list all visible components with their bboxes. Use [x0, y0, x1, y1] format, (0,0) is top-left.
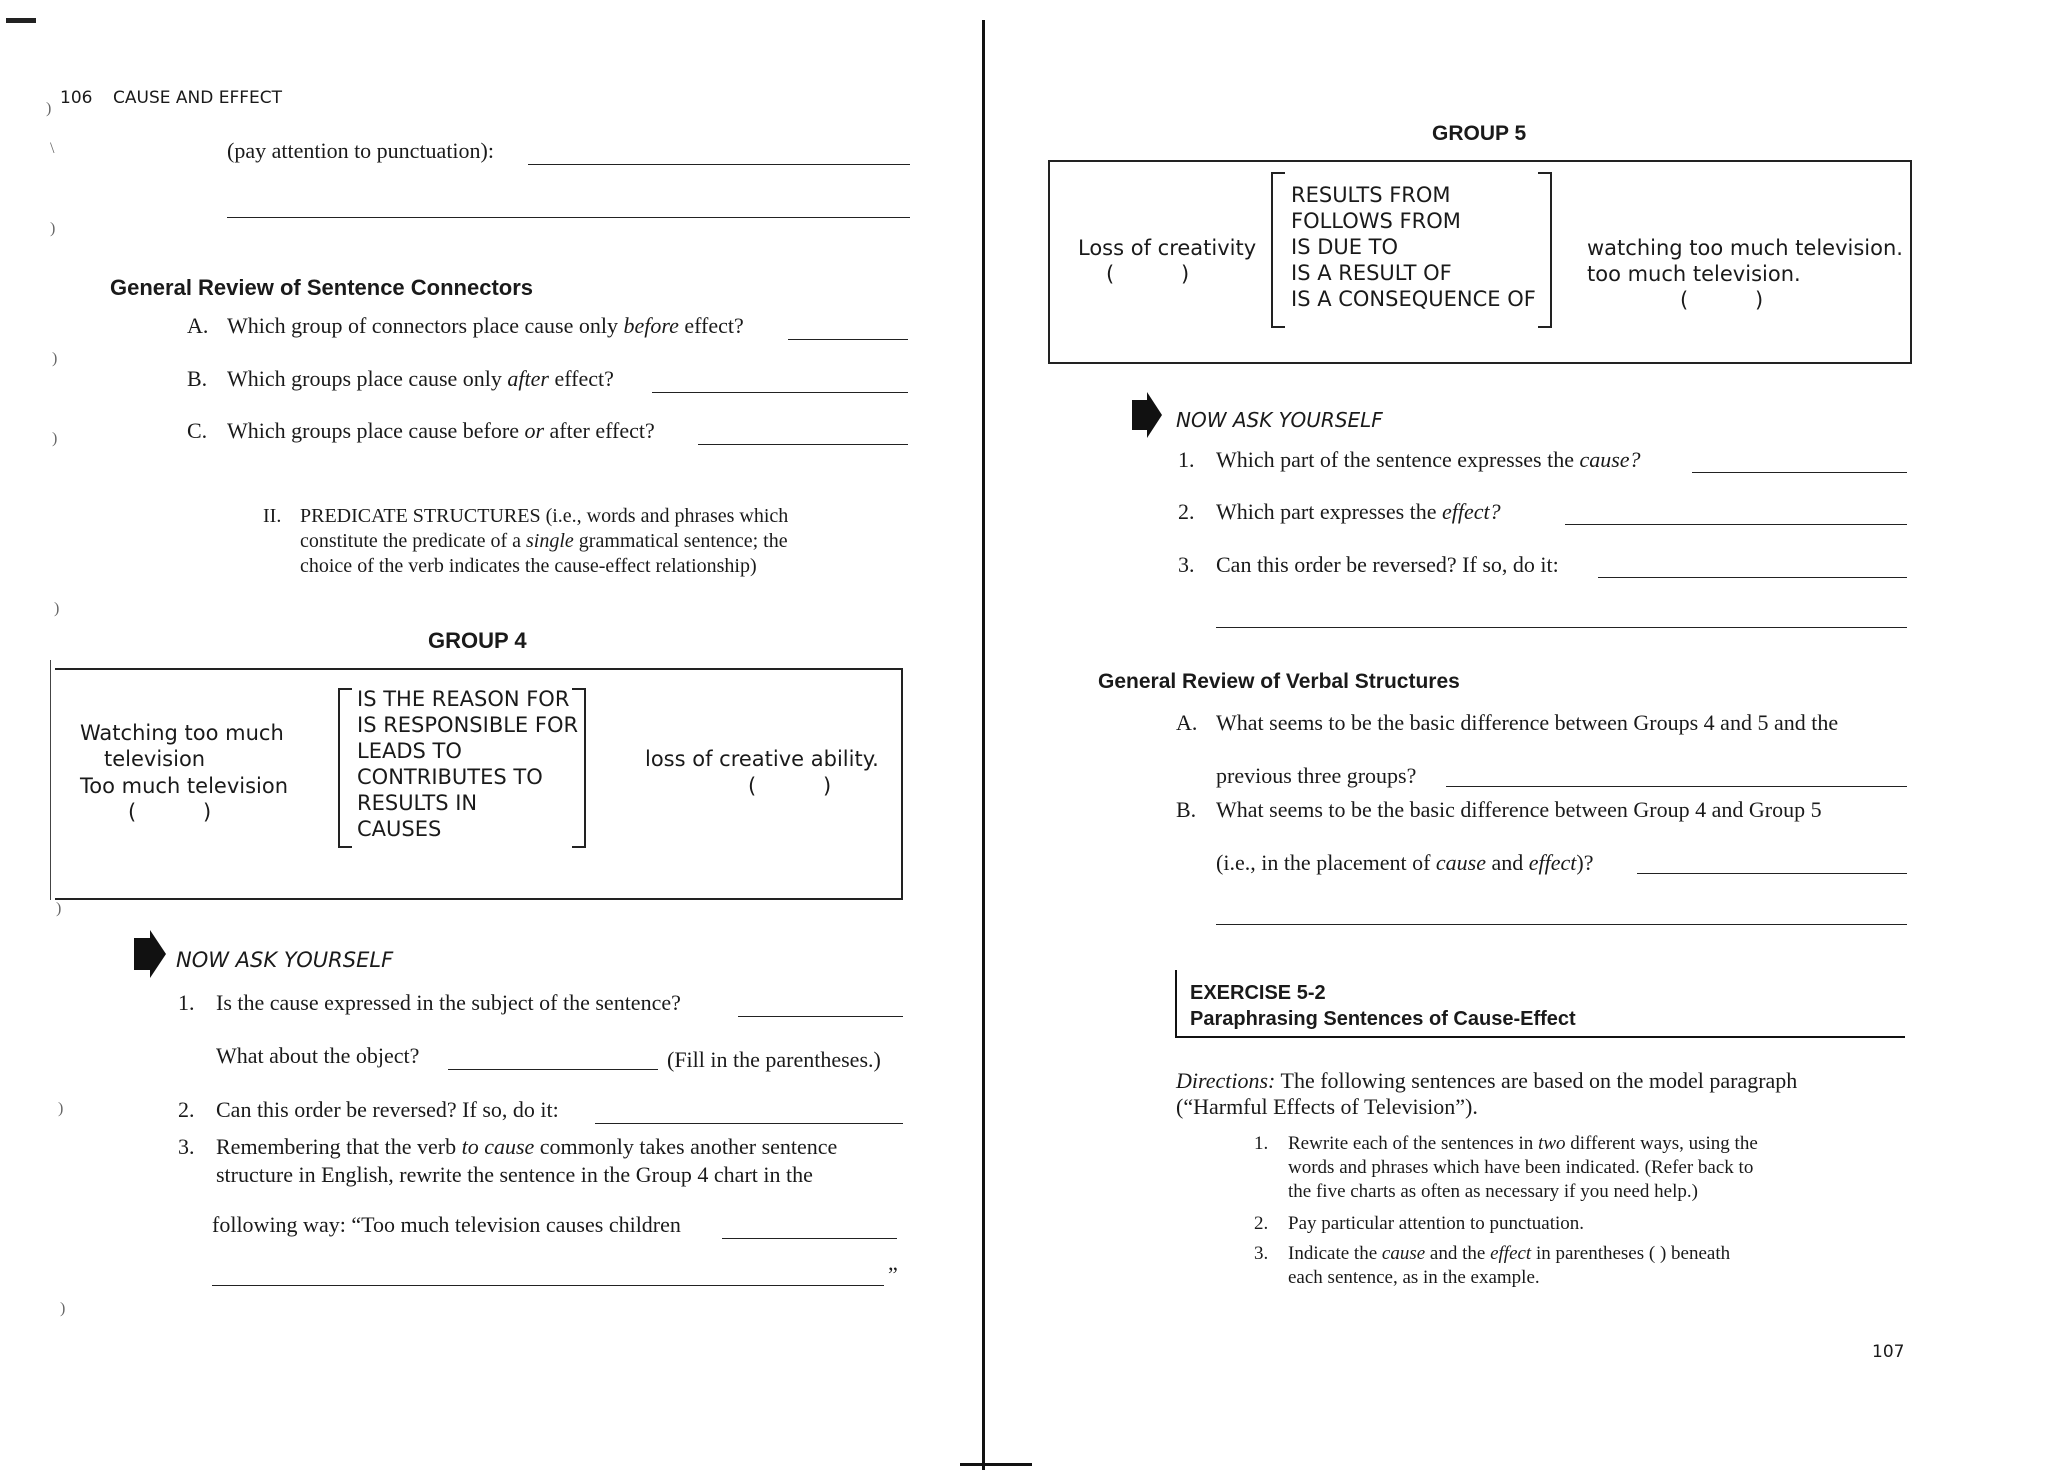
verb-list	[357, 686, 578, 842]
chart-object: watching too much television.	[1587, 236, 1903, 260]
instruction-text: (Fill in the parentheses.)	[667, 1047, 881, 1072]
question-number: 2.	[1178, 499, 1195, 524]
list-text: Indicate the cause and the effect in parentheses ( ) beneath	[1288, 1243, 1731, 1264]
chart-title: GROUP 4	[428, 628, 527, 653]
margin-mark: \	[50, 140, 55, 157]
arrow-icon	[1132, 392, 1162, 438]
answer-blank[interactable]	[1598, 577, 1907, 578]
verb-option: IS THE REASON FOR	[357, 687, 570, 711]
scan-mark	[6, 18, 36, 23]
chart-parentheses: ( )	[128, 800, 212, 824]
right-bracket	[1538, 172, 1552, 328]
list-number: 1.	[1254, 1133, 1269, 1154]
item-letter: A.	[1176, 710, 1198, 735]
exercise-number: EXERCISE 5-2	[1190, 982, 1326, 1004]
predicate-line: PREDICATE STRUCTURES (i.e., words and phrases which	[300, 505, 789, 527]
answer-blank[interactable]	[738, 1016, 903, 1017]
list-number: 2.	[1254, 1213, 1269, 1234]
answer-blank[interactable]	[1692, 472, 1907, 473]
item-letter: A.	[187, 313, 209, 338]
question-text: Which groups place cause only after effect?	[227, 366, 614, 391]
answer-blank[interactable]	[1216, 924, 1907, 925]
book-spine-foot	[960, 1463, 1032, 1466]
list-number: 3.	[1254, 1243, 1269, 1264]
answer-blank[interactable]	[1637, 873, 1907, 874]
question-text: Is the cause expressed in the subject of the sentence?	[216, 990, 681, 1015]
answer-blank[interactable]	[1565, 524, 1907, 525]
item-letter: B.	[1176, 797, 1197, 822]
question-text: structure in English, rewrite the sentence in the Group 4 chart in the	[216, 1162, 813, 1187]
margin-mark: )	[52, 350, 58, 367]
item-letter: C.	[187, 418, 208, 443]
margin-mark: )	[58, 1100, 64, 1117]
chart-subject: Too much television	[80, 774, 289, 798]
verb-option: CONTRIBUTES TO	[357, 765, 543, 789]
verb-option: IS RESPONSIBLE FOR	[357, 713, 579, 737]
section-heading: General Review of Verbal Structures	[1098, 670, 1460, 693]
list-text: Pay particular attention to punctuation.	[1288, 1213, 1585, 1234]
answer-blank[interactable]	[595, 1123, 903, 1124]
predicate-line: choice of the verb indicates the cause-effect relationship)	[300, 555, 757, 577]
question-text: What about the object?	[216, 1043, 420, 1068]
list-text: the five charts as often as necessary if you need help.)	[1288, 1181, 1698, 1202]
answer-blank[interactable]	[1446, 786, 1907, 787]
chart-object: too much television.	[1587, 262, 1801, 286]
directions-text: Directions: The following sentences are based on the model paragraph	[1176, 1068, 1798, 1093]
section-numeral: II.	[263, 505, 282, 527]
exercise-rule-vertical	[1175, 970, 1177, 1038]
list-text: words and phrases which have been indicated. (Refer back to	[1288, 1157, 1754, 1178]
chart-subject: Watching too much	[80, 721, 284, 745]
margin-mark: )	[60, 1300, 66, 1317]
arrow-icon	[134, 930, 166, 978]
chart-subject: television	[104, 747, 206, 771]
question-text: Which part of the sentence expresses the cause?	[1216, 447, 1641, 472]
ask-heading: NOW ASK YOURSELF	[176, 948, 394, 972]
margin-mark: )	[46, 100, 52, 117]
answer-blank[interactable]	[1216, 627, 1907, 628]
question-text: Can this order be reversed? If so, do it:	[1216, 552, 1559, 577]
verb-option: CAUSES	[357, 817, 442, 841]
section-heading: General Review of Sentence Connectors	[110, 275, 534, 300]
margin-mark: )	[52, 430, 58, 447]
verb-option: IS A CONSEQUENCE OF	[1291, 287, 1536, 311]
margin-mark: )	[56, 900, 62, 917]
answer-blank[interactable]	[528, 164, 910, 165]
exercise-title: Paraphrasing Sentences of Cause-Effect	[1190, 1008, 1576, 1030]
directions-text: (“Harmful Effects of Television”).	[1176, 1094, 1478, 1119]
question-text: Can this order be reversed? If so, do it:	[216, 1097, 559, 1122]
verb-option: FOLLOWS FROM	[1291, 209, 1461, 233]
item-letter: B.	[187, 366, 208, 391]
question-number: 3.	[178, 1134, 195, 1159]
question-text: following way: “Too much television causes children	[212, 1212, 681, 1237]
answer-blank[interactable]	[652, 392, 908, 393]
question-text: Remembering that the verb to cause commonly takes another sentence	[216, 1134, 838, 1159]
chart-object: loss of creative ability.	[645, 747, 879, 771]
page-number: 106	[60, 88, 93, 108]
margin-mark: )	[54, 600, 60, 617]
question-number: 2.	[178, 1097, 195, 1122]
exercise-rule-horizontal	[1175, 1036, 1905, 1038]
answer-blank[interactable]	[698, 444, 908, 445]
left-bracket	[1271, 172, 1285, 328]
chart-subject: Loss of creativity	[1078, 236, 1257, 260]
page-number: 107	[1872, 1342, 1905, 1362]
chart-parentheses: ( )	[1680, 288, 1764, 312]
question-text: What seems to be the basic difference between Group 4 and Group 5	[1216, 797, 1822, 822]
answer-blank[interactable]	[448, 1069, 658, 1070]
question-text: Which groups place cause before or after effect?	[227, 418, 655, 443]
question-text: Which group of connectors place cause only before effect?	[227, 313, 744, 338]
question-text: What seems to be the basic difference between Groups 4 and 5 and the	[1216, 710, 1839, 735]
chart-parentheses: ( )	[748, 774, 832, 798]
chart-parentheses: ( )	[1106, 262, 1190, 286]
chart-left-edge	[50, 660, 53, 900]
list-text: each sentence, as in the example.	[1288, 1267, 1540, 1288]
predicate-line: constitute the predicate of a single grammatical sentence; the	[300, 530, 788, 552]
question-text: (i.e., in the placement of cause and effect)?	[1216, 850, 1594, 875]
verb-list	[1291, 182, 1536, 312]
ask-heading: NOW ASK YOURSELF	[1176, 408, 1383, 432]
answer-blank[interactable]	[212, 1285, 884, 1286]
question-text: Which part expresses the effect?	[1216, 499, 1501, 524]
question-number: 1.	[178, 990, 195, 1015]
answer-blank[interactable]	[788, 339, 908, 340]
verb-option: RESULTS IN	[357, 791, 478, 815]
question-number: 1.	[1178, 447, 1195, 472]
list-text: Rewrite each of the sentences in two different ways, using the	[1288, 1133, 1758, 1154]
question-number: 3.	[1178, 552, 1195, 577]
question-text: previous three groups?	[1216, 763, 1417, 788]
closing-quote: ”	[888, 1262, 898, 1287]
verb-option: RESULTS FROM	[1291, 183, 1451, 207]
margin-mark: )	[50, 220, 56, 237]
answer-blank[interactable]	[722, 1238, 897, 1239]
left-bracket	[338, 688, 352, 848]
running-head: CAUSE AND EFFECT	[113, 88, 283, 108]
verb-option: IS DUE TO	[1291, 235, 1399, 259]
verb-option: IS A RESULT OF	[1291, 261, 1452, 285]
pay-attention-text: (pay attention to punctuation):	[227, 138, 494, 163]
verb-option: LEADS TO	[357, 739, 462, 763]
book-spine	[982, 20, 985, 1470]
answer-blank[interactable]	[227, 217, 910, 218]
chart-title: GROUP 5	[1432, 122, 1527, 145]
